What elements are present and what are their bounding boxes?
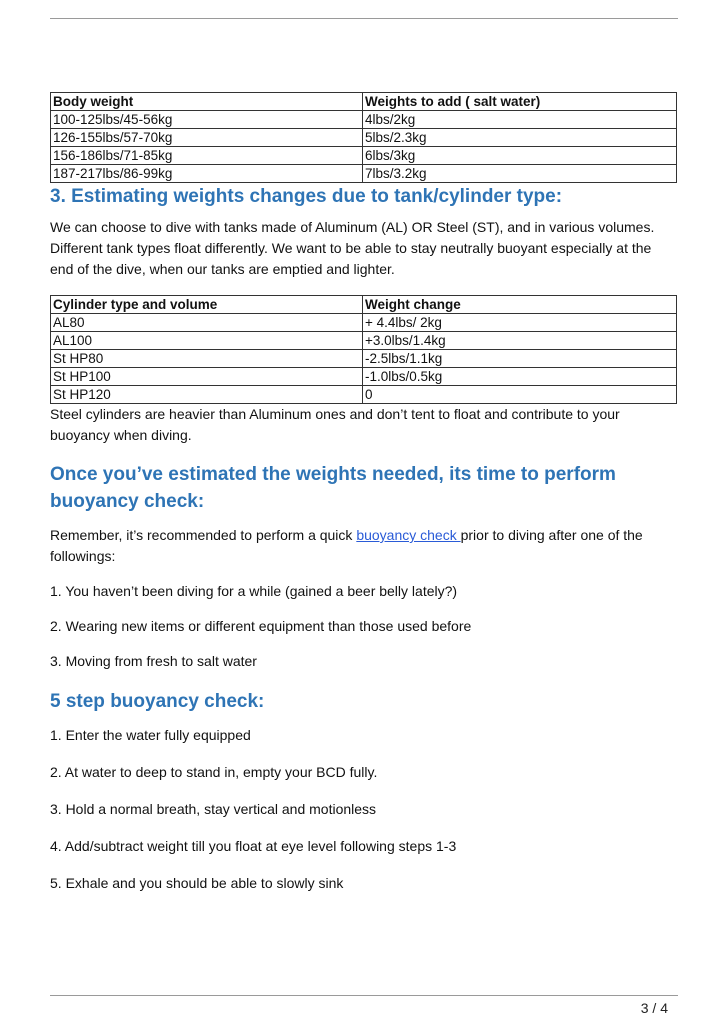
table-row <box>51 129 677 147</box>
cylinder-weight-table <box>50 295 677 404</box>
section-heading-tank-type: 3. Estimating weights changes due to tank/cylinder type: <box>50 186 563 207</box>
table-row <box>51 165 677 183</box>
table-cell: 156-186lbs/71-85kg <box>51 147 363 165</box>
list-item: 1. You haven’t been diving for a while (gained a beer belly lately?) <box>50 583 458 599</box>
table-cell: 100-125lbs/45-56kg <box>51 111 363 129</box>
buoyancy-check-link[interactable]: buoyancy check <box>356 527 461 543</box>
table-row <box>51 386 677 404</box>
intro-text: prior to diving after one of the followings: <box>50 527 643 564</box>
column-header: Body weight <box>51 93 363 111</box>
table-cell: 5lbs/2.3kg <box>363 129 677 147</box>
table-row <box>51 350 677 368</box>
table-cell: 126-155lbs/57-70kg <box>51 129 363 147</box>
list-item: 5. Exhale and you should be able to slowly sink <box>50 875 344 891</box>
table-cell: St HP100 <box>51 368 363 386</box>
column-header: Weights to add ( salt water) <box>363 93 677 111</box>
list-item: 3. Hold a normal breath, stay vertical and motionless <box>50 801 377 817</box>
header-rule <box>50 18 678 19</box>
table-row <box>51 314 677 332</box>
tank-type-paragraph: We can choose to dive with tanks made of Aluminum (AL) OR Steel (ST), and in various volumes. Different tank types float differently. We want to be able to stay neutrally buoyant especially at the end of the dive, when our tanks are emptied and lighter. <box>50 219 655 277</box>
list-item: 4. Add/subtract weight till you float at eye level following steps 1-3 <box>50 838 457 854</box>
table-cell: 7lbs/3.2kg <box>363 165 677 183</box>
table-row <box>51 147 677 165</box>
table-cell: 187-217lbs/86-99kg <box>51 165 363 183</box>
table-header-row <box>51 296 677 314</box>
page-number: 3 / 4 <box>640 1000 668 1016</box>
table-row <box>51 368 677 386</box>
list-item: 3. Moving from fresh to salt water <box>50 653 257 669</box>
table-cell: -2.5lbs/1.1kg <box>363 350 677 368</box>
body-weight-table <box>50 92 677 183</box>
intro-text: Remember, it’s recommended to perform a quick <box>50 527 357 543</box>
table-row <box>51 332 677 350</box>
column-header: Cylinder type and volume <box>51 296 363 314</box>
table-cell: + 4.4lbs/ 2kg <box>363 314 677 332</box>
column-header: Weight change <box>363 296 677 314</box>
buoyancy-intro-paragraph <box>50 525 678 567</box>
page-content <box>50 92 678 894</box>
table-cell: AL100 <box>51 332 363 350</box>
list-item: 1. Enter the water fully equipped <box>50 727 251 743</box>
table-cell: St HP80 <box>51 350 363 368</box>
table-cell: -1.0lbs/0.5kg <box>363 368 677 386</box>
list-item: 2. Wearing new items or different equipment than those used before <box>50 618 472 634</box>
table-cell: 6lbs/3kg <box>363 147 677 165</box>
section-heading-five-step: 5 step buoyancy check: <box>50 691 265 712</box>
table-cell: 4lbs/2kg <box>363 111 677 129</box>
section-heading-buoyancy-check: Once you’ve estimated the weights needed, its time to perform buoyancy check: <box>50 464 616 512</box>
table-row <box>51 111 677 129</box>
table-cell: +3.0lbs/1.4kg <box>363 332 677 350</box>
list-item: 2. At water to deep to stand in, empty your BCD fully. <box>50 764 378 780</box>
steel-note-paragraph: Steel cylinders are heavier than Aluminum ones and don’t tent to float and contribute to your buoyancy when diving. <box>50 406 620 443</box>
table-cell: St HP120 <box>51 386 363 404</box>
table-cell: AL80 <box>51 314 363 332</box>
table-header-row <box>51 93 677 111</box>
footer-rule <box>50 995 678 996</box>
table-cell: 0 <box>363 386 677 404</box>
